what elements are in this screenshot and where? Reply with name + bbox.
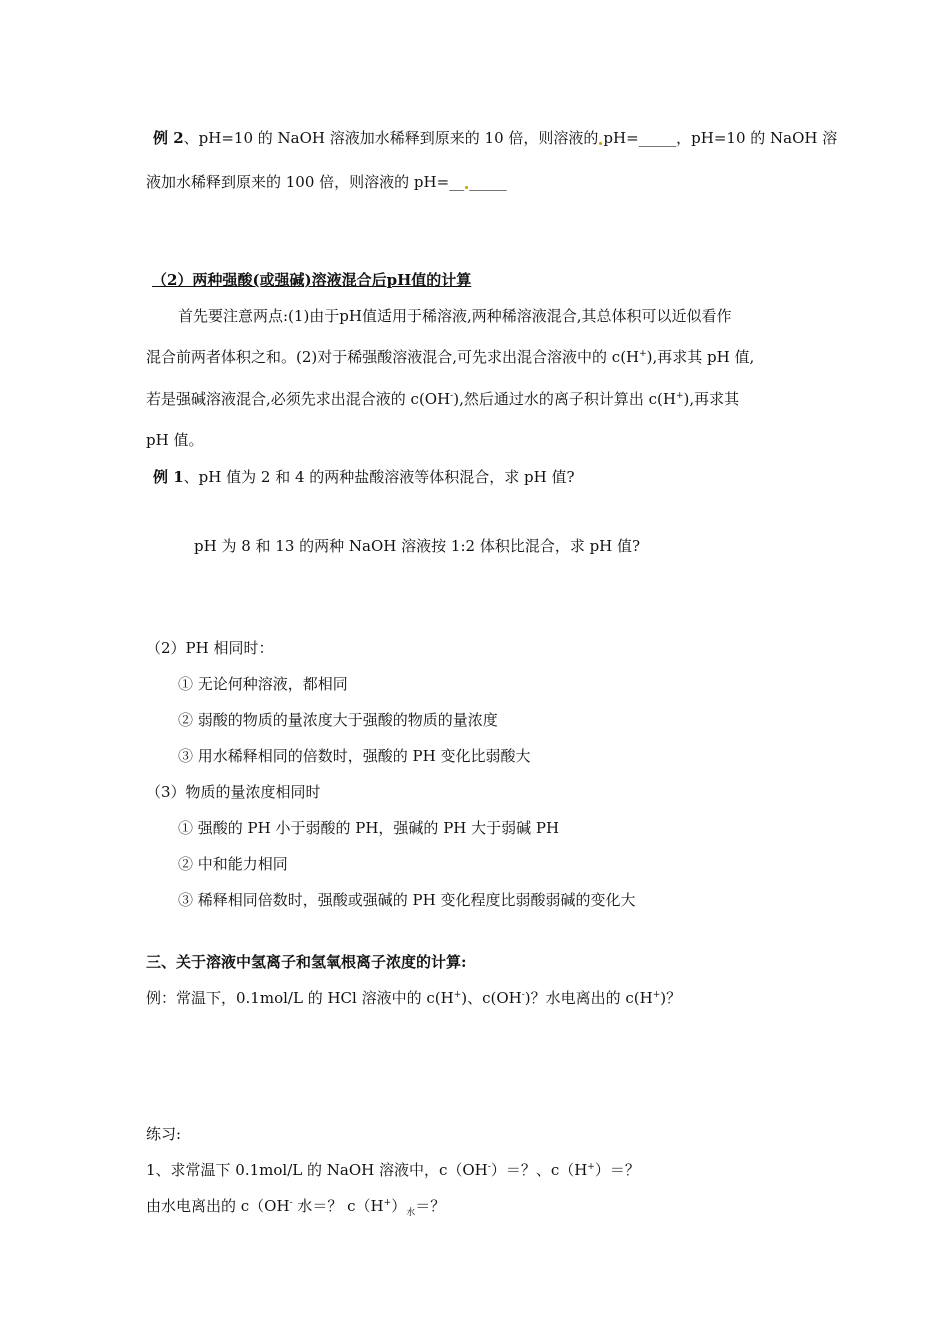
superscript: + xyxy=(675,391,684,401)
q2-text-a: 由水电离出的 c（OH xyxy=(146,1197,290,1215)
example-2-text-a: 、pH=10 的 NaOH 溶液加水稀释到原来的 10 倍，则溶液的 xyxy=(183,129,599,147)
conc-same-heading: （3）物质的量浓度相同时 xyxy=(146,783,321,801)
q2-text-b: 水＝？ c（H xyxy=(292,1197,384,1215)
example-1-label: 例 1 xyxy=(153,468,184,486)
s3-text-b: )、c(OH xyxy=(461,989,522,1007)
example-2-blank-2: _____ xyxy=(469,173,507,191)
example-1-text: 、pH 值为 2 和 4 的两种盐酸溶液等体积混合，求 pH 值? xyxy=(183,468,575,486)
section-2-para-4: pH 值。 xyxy=(146,431,204,449)
superscript: + xyxy=(639,349,647,359)
para-3-text-c: ),再求其 xyxy=(683,390,740,408)
section-2-para-1: 首先要注意两点:(1)由于pH值适用于稀溶液,两种稀溶液混合,其总体积可以近似看作 xyxy=(178,307,732,325)
section-2-para-2 xyxy=(146,347,754,367)
superscript: + xyxy=(587,1162,595,1172)
example-1b: pH 为 8 和 13 的两种 NaOH 溶液按 1:2 体积比混合，求 pH 值? xyxy=(194,537,641,555)
mark-dot xyxy=(465,186,468,189)
q2-text-c: ） xyxy=(391,1197,407,1215)
practice-q2 xyxy=(146,1196,445,1216)
ph-same-item-2: ② 弱酸的物质的量浓度大于强酸的物质的量浓度 xyxy=(178,711,498,729)
practice-heading: 练习: xyxy=(146,1125,182,1143)
superscript: + xyxy=(453,990,462,1000)
example-2-label: 例 2 xyxy=(153,129,184,147)
s3-text-d: )？ xyxy=(660,989,682,1007)
q1-text-c: ）＝？ xyxy=(594,1161,640,1179)
q1-text-b: ）＝？、c（H xyxy=(490,1161,588,1179)
example-2-line-1 xyxy=(153,128,837,148)
q1-text-a: 1、求常温下 0.1mol/L 的 NaOH 溶液中，c（OH xyxy=(146,1161,488,1179)
practice-q1 xyxy=(146,1160,640,1180)
section-3-example xyxy=(146,988,681,1008)
section-2-para-3 xyxy=(146,389,739,409)
para-2-text-a: 混合前两者体积之和。(2)对于稀强酸溶液混合,可先求出混合溶液中的 c(H xyxy=(146,348,640,366)
superscript: - xyxy=(450,391,454,401)
example-2-text-line2: 液加水稀释到原来的 100 倍，则溶液的 pH=__ xyxy=(146,173,465,191)
example-2-blank-1: pH=_____ xyxy=(603,129,677,147)
superscript: - xyxy=(521,990,525,1000)
conc-same-item-1: ① 强酸的 PH 小于弱酸的 PH，强碱的 PH 大于弱碱 PH xyxy=(178,819,560,837)
subscript: 水 xyxy=(406,1208,416,1218)
example-1 xyxy=(153,467,575,487)
superscript: + xyxy=(652,990,661,1000)
s3-text-c: )？水电离出的 c(H xyxy=(524,989,653,1007)
example-2-text-c: ，pH=10 的 NaOH 溶 xyxy=(676,129,838,147)
s3-text-a: 例：常温下，0.1mol/L 的 HCl 溶液中的 c(H xyxy=(146,989,454,1007)
superscript: + xyxy=(383,1198,392,1208)
example-2-line-2 xyxy=(146,172,507,192)
superscript: - xyxy=(487,1162,491,1172)
superscript: - xyxy=(289,1198,293,1208)
ph-same-item-1: ① 无论何种溶液，都相同 xyxy=(178,675,348,693)
para-3-text-b: ),然后通过水的离子积计算出 c(H xyxy=(453,390,676,408)
ph-same-heading: （2）PH 相同时： xyxy=(146,639,274,657)
mark-dot xyxy=(599,142,602,145)
q2-text-d: ＝？ xyxy=(415,1197,446,1215)
ph-same-item-3: ③ 用水稀释相同的倍数时，强酸的 PH 变化比弱酸大 xyxy=(178,747,531,765)
conc-same-item-3: ③ 稀释相同倍数时，强酸或强碱的 PH 变化程度比弱酸弱碱的变化大 xyxy=(178,891,636,909)
para-2-text-b: ),再求其 pH 值, xyxy=(646,348,755,366)
conc-same-item-2: ② 中和能力相同 xyxy=(178,855,288,873)
section-3-heading: 三、关于溶液中氢离子和氢氧根离子浓度的计算: xyxy=(146,953,467,971)
para-3-text-a: 若是强碱溶液混合,必须先求出混合液的 c(OH xyxy=(146,390,451,408)
section-2-heading: （2）两种强酸(或强碱)溶液混合后pH值的计算 xyxy=(152,271,472,289)
